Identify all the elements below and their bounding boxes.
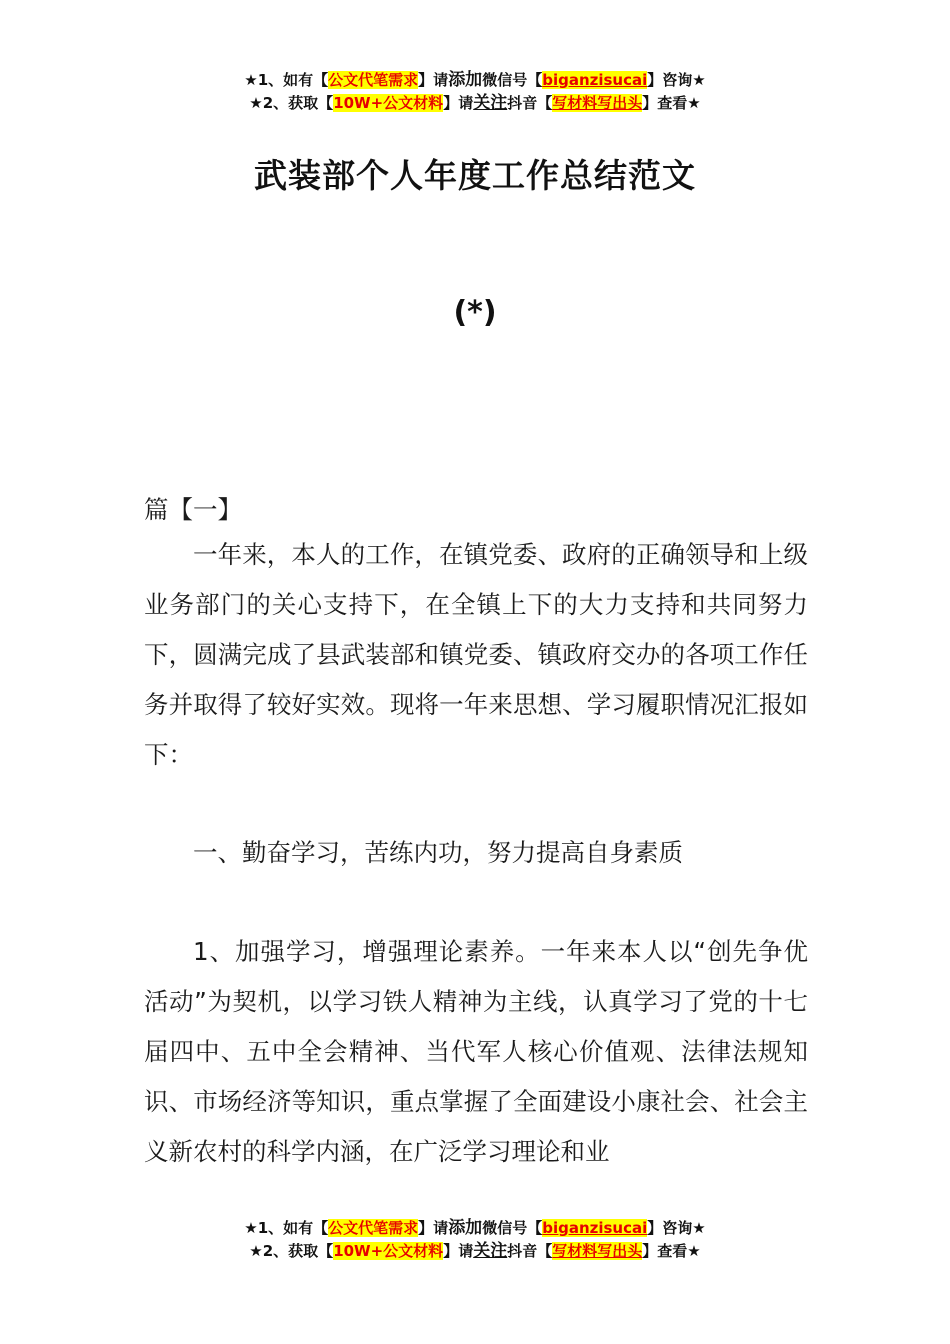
wechat-id: biganzisucai: [542, 71, 648, 89]
banner-text: 2、获取【: [262, 1242, 334, 1260]
banner-line-1: [0, 1217, 950, 1240]
banner-text: 】请: [418, 1219, 449, 1237]
star-icon: ★: [244, 1219, 258, 1237]
paragraph-text: 一年来，本人的工作，在镇党委、政府的正确领导和上级业务部门的关心支持下，在全镇上下的大力支持和共同努力下，圆满完成了县武装部和镇党委、镇政府交办的各项工作任务并取得了较好实效。现将一年来思想、学习履职情况汇报如下：: [144, 540, 808, 769]
section-label: [144, 485, 808, 535]
star-icon: ★: [249, 1242, 263, 1260]
paragraph-study: [144, 927, 808, 1177]
banner-text: 微信号【: [482, 1219, 543, 1237]
header-banner: [0, 69, 950, 115]
banner-highlight: 10W+公文材料: [333, 94, 444, 112]
banner-text: 1、如有【: [257, 71, 329, 89]
banner-text: 】请: [443, 94, 474, 112]
wechat-id: biganzisucai: [542, 1219, 648, 1237]
banner-text: 】请: [418, 71, 449, 89]
star-icon: ★: [244, 71, 258, 89]
footer-banner: [0, 1217, 950, 1263]
banner-line-2: [0, 1240, 950, 1263]
banner-text: 1、如有【: [257, 1219, 329, 1237]
banner-text: 】查看★: [642, 1242, 701, 1260]
banner-text: 2、获取【: [262, 94, 334, 112]
paragraph-text: 1、加强学习，增强理论素养。一年来本人以“创先争优活动”为契机，以学习铁人精神为主线，认真学习了党的十七届四中、五中全会精神、当代军人核心价值观、法律法规知识、市场经济等知识，重点掌握了全面建设小康社会、社会主义新农村的科学内涵，在广泛学习理论和业: [144, 937, 808, 1166]
section-label-text: 篇【一】: [144, 495, 242, 524]
heading-text: 一、勤奋学习，苦练内功，努力提高自身素质: [193, 838, 683, 867]
douyin-id: 写材料写出头: [552, 1242, 643, 1260]
document-subtitle: (*): [453, 295, 497, 330]
banner-text: 抖音【: [507, 94, 553, 112]
banner-text: 】请: [443, 1242, 474, 1260]
banner-text: 微信号【: [482, 71, 543, 89]
document-title: 武装部个人年度工作总结范文: [254, 156, 696, 195]
banner-line-2: [0, 92, 950, 115]
banner-text: 抖音【: [507, 1242, 553, 1260]
banner-line-1: [0, 69, 950, 92]
paragraph-intro: [144, 530, 808, 780]
banner-highlight: 公文代笔需求: [328, 71, 419, 89]
banner-text: 添加: [448, 70, 483, 90]
banner-text: 】查看★: [642, 94, 701, 112]
star-icon: ★: [249, 94, 263, 112]
banner-highlight: 10W+公文材料: [333, 1242, 444, 1260]
banner-text: 】咨询★: [647, 71, 706, 89]
banner-highlight: 公文代笔需求: [328, 1219, 419, 1237]
douyin-id: 写材料写出头: [552, 94, 643, 112]
banner-text: 】咨询★: [647, 1219, 706, 1237]
banner-text: 关注: [473, 1241, 508, 1261]
section-heading: [144, 828, 808, 878]
banner-text: 关注: [473, 93, 508, 113]
banner-text: 添加: [448, 1218, 483, 1238]
